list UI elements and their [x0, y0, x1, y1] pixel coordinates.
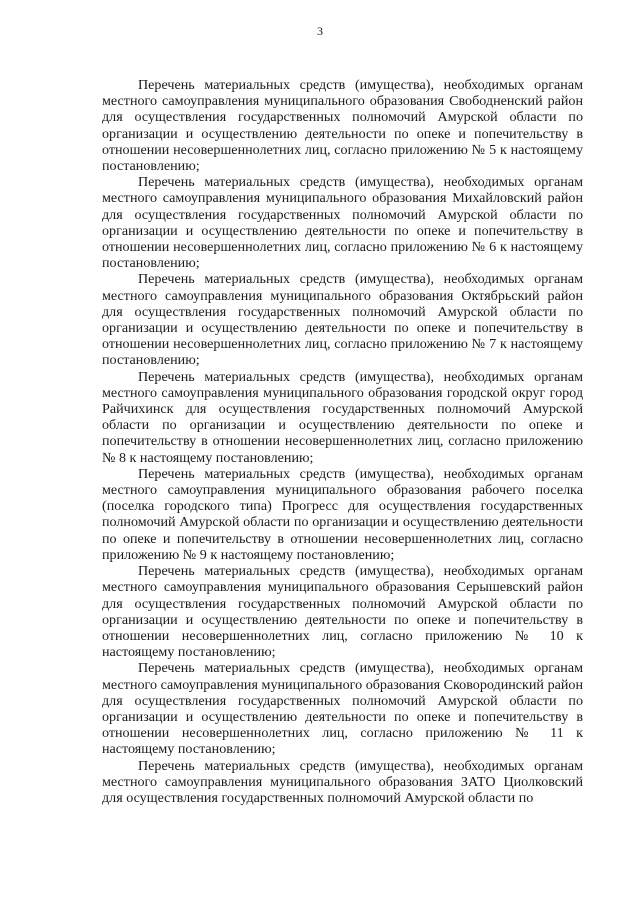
- paragraph-appendix-5: Перечень материальных средств (имущества), необходимых органам местного самоуправления муниципального образования Свободненский район для осуществления государственных полномочий Амурской области по организации и осуществлению деятельности по опеке и попечительству в отношении несовершеннолетних лиц, согласно приложению № 5 к настоящему постановлению;: [102, 77, 583, 175]
- paragraph-appendix-6: Перечень материальных средств (имущества), необходимых органам местного самоуправления муниципального образования Михайловский район для осуществления государственных полномочий Амурской области по организации и осуществлению деятельности по опеке и попечительству в отношении несовершеннолетних лиц, согласно приложению № 6 к настоящему постановлению;: [102, 174, 583, 272]
- paragraph-appendix-10: Перечень материальных средств (имущества), необходимых органам местного самоуправления муниципального образования Серышевский район для осуществления государственных полномочий Амурской области по организации и осуществлению деятельности по опеке и попечительству в отношении несовершеннолетних лиц, согласно приложению № 10 к настоящему постановлению;: [102, 563, 583, 661]
- paragraph-appendix-12: Перечень материальных средств (имущества), необходимых органам местного самоуправления муниципального образования ЗАТО Циолковский для осуществления государственных полномочий Амурской области по: [102, 757, 583, 806]
- document-body: [102, 77, 583, 806]
- paragraph-appendix-9: Перечень материальных средств (имущества), необходимых органам местного самоуправления муниципального образования рабочего поселка (поселка городского типа) Прогресс для осуществления государственных полномочий Амурской области по организации и осуществлению деятельности по опеке и попечительству в отношении несовершеннолетних лиц, согласно приложению № 9 к настоящему постановлению;: [102, 465, 583, 563]
- paragraph-appendix-11: Перечень материальных средств (имущества), необходимых органам местного самоуправления муниципального образования Сковородинский район для осуществления государственных полномочий Амурской области по организации и осуществлению деятельности по опеке и попечительству в отношении несовершеннолетних лиц, согласно приложению № 11 к настоящему постановлению;: [102, 660, 583, 758]
- paragraph-appendix-8: Перечень материальных средств (имущества), необходимых органам местного самоуправления муниципального образования городской округ город Райчихинск для осуществления государственных полномочий Амурской области по организации и осуществлению деятельности по опеке и попечительству в отношении несовершеннолетних лиц, согласно приложению № 8 к настоящему постановлению;: [102, 368, 583, 466]
- paragraph-appendix-7: Перечень материальных средств (имущества), необходимых органам местного самоуправления муниципального образования Октябрьский район для осуществления государственных полномочий Амурской области по организации и осуществлению деятельности по опеке и попечительству в отношении несовершеннолетних лиц, согласно приложению № 7 к настоящему постановлению;: [102, 271, 583, 369]
- page-number: 3: [317, 24, 323, 38]
